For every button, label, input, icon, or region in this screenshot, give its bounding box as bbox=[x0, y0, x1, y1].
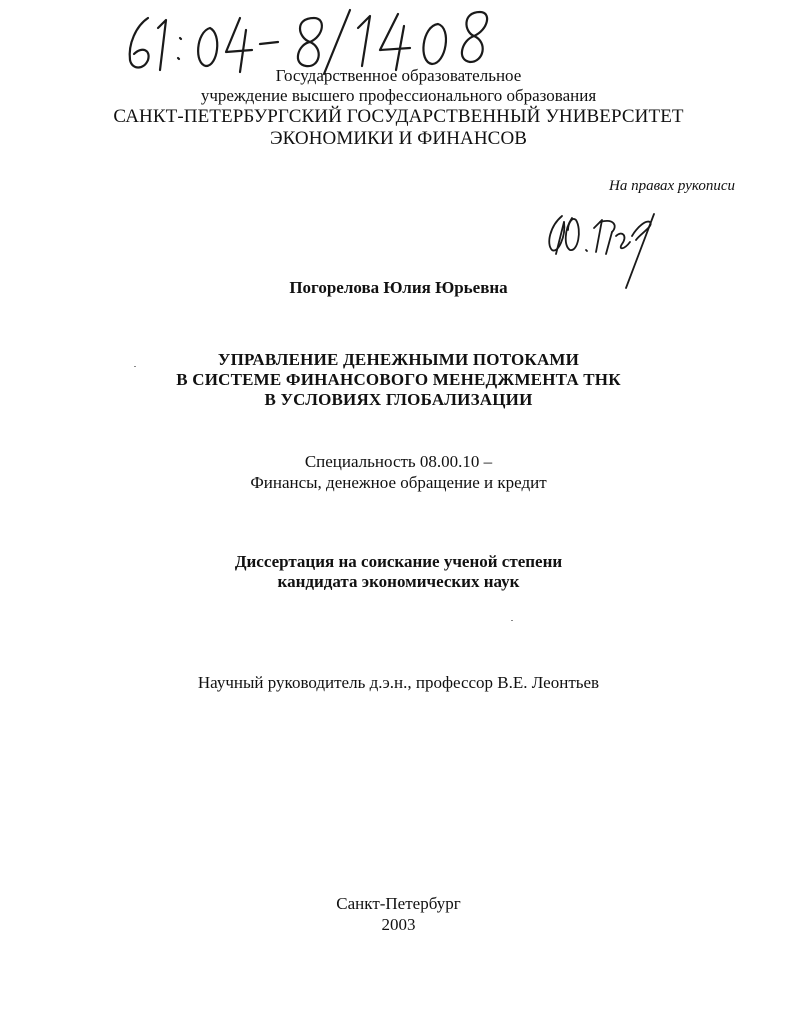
rights-note: На правах рукописи bbox=[609, 178, 735, 194]
title-line-2: В СИСТЕМЕ ФИНАНСОВОГО МЕНЕДЖМЕНТА ТНК bbox=[176, 370, 621, 389]
degree-line-1: Диссертация на соискание ученой степени bbox=[234, 552, 563, 571]
year: 2003 bbox=[381, 915, 416, 934]
author-name: Погорелова Юлия Юрьевна bbox=[289, 278, 508, 297]
institution-line-3: САНКТ-ПЕТЕРБУРГСКИЙ ГОСУДАРСТВЕННЫЙ УНИВЕРСИТЕТ bbox=[113, 106, 684, 127]
specialty-line-2: Финансы, денежное обращение и кредит bbox=[250, 473, 547, 492]
dissertation-title bbox=[0, 350, 797, 410]
title-line-1: УПРАВЛЕНИЕ ДЕНЕЖНЫМИ ПОТОКАМИ bbox=[217, 350, 580, 369]
city: Санкт-Петербург bbox=[336, 894, 461, 913]
supervisor: Научный руководитель д.э.н., профессор В.Е. Леонтьев bbox=[197, 673, 600, 692]
degree-line-2: кандидата экономических наук bbox=[277, 572, 520, 591]
institution-line-2: учреждение высшего профессионального образования bbox=[200, 86, 597, 105]
institution-line-1: Государственное образовательное bbox=[275, 66, 522, 85]
title-line-3: В УСЛОВИЯХ ГЛОБАЛИЗАЦИИ bbox=[264, 390, 533, 409]
scan-speck bbox=[134, 366, 136, 367]
specialty bbox=[0, 451, 797, 493]
specialty-line-1: Специальность 08.00.10 – bbox=[304, 452, 493, 471]
degree-statement bbox=[0, 552, 797, 592]
institution-line-4: ЭКОНОМИКИ И ФИНАНСОВ bbox=[269, 128, 528, 149]
institution-header bbox=[0, 66, 797, 150]
city-year bbox=[0, 893, 797, 935]
scan-speck bbox=[511, 620, 513, 621]
